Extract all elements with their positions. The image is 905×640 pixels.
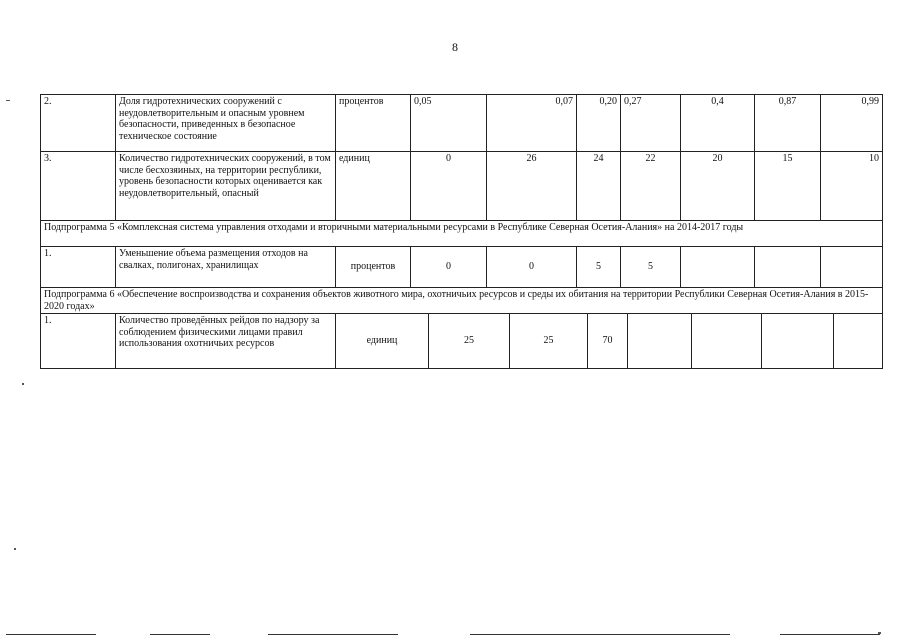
- value-cell: 24: [577, 152, 621, 220]
- value-cell: 5: [577, 247, 621, 287]
- unit-cell: процентов: [336, 95, 411, 151]
- value-cell: 5: [621, 247, 681, 287]
- value-cell: [834, 314, 882, 368]
- table-row: [40, 152, 883, 221]
- table-row: [40, 247, 883, 288]
- subprogram-6-header: Подпрограмма 6 «Обеспечение воспроизводства и сохранения объектов животного мира, охотничьих ресурсов и среды их обитания на территории Республики Северная Осетия-Алания в 2015-2020 годах»: [40, 288, 883, 314]
- value-cell: [821, 247, 882, 287]
- scan-edge-line: [6, 634, 96, 635]
- value-cell: 20: [681, 152, 755, 220]
- scan-speck: [6, 100, 10, 101]
- value-cell: 0: [411, 152, 487, 220]
- row-number: 1.: [41, 314, 116, 368]
- table-row: [40, 94, 883, 152]
- table-row: [40, 314, 883, 369]
- value-cell: 70: [588, 314, 628, 368]
- scan-speck: [14, 548, 16, 550]
- scan-edge-line: [268, 634, 398, 635]
- value-cell: 22: [621, 152, 681, 220]
- value-cell: [628, 314, 692, 368]
- indicator-name: Количество гидротехнических сооружений, в том числе бесхозяиных, на территории республики, уровень безопасности которых оценивается как неудовлетворительный, опасный: [116, 152, 336, 220]
- unit-cell: единиц: [336, 314, 429, 368]
- subprogram-5-header: Подпрограмма 5 «Комплексная система управления отходами и вторичными материальными ресурсами в Республике Северная Осетия-Алания» на 2014-2017 годы: [40, 221, 883, 247]
- value-cell: 0,05: [411, 95, 487, 151]
- unit-cell: единиц: [336, 152, 411, 220]
- page-number: 8: [452, 40, 458, 54]
- value-cell: 25: [429, 314, 510, 368]
- value-cell: [692, 314, 762, 368]
- indicators-table: [40, 94, 883, 369]
- value-cell: 10: [869, 153, 879, 164]
- indicator-name: Уменьшение объема размещения отходов на свалках, полигонах, хранилищах: [116, 247, 336, 287]
- value-cell: 0,20: [577, 95, 621, 151]
- row-number: 3.: [41, 152, 116, 220]
- indicator-name: Доля гидротехнических сооружений с неудовлетворительным и опасным уровнем безопасности, приведенных в безопасное техническое состояние: [116, 95, 336, 151]
- value-cell: 0,4: [681, 95, 755, 151]
- value-cell: 25: [510, 314, 588, 368]
- value-cell: [681, 247, 755, 287]
- value-cell: 0,87: [755, 95, 821, 151]
- row-number: 2.: [41, 95, 116, 151]
- value-cell: 0,07: [487, 95, 577, 151]
- value-cell: 0: [411, 247, 487, 287]
- scan-edge-line: [470, 634, 730, 635]
- value-cell: 0: [487, 247, 577, 287]
- row-number: 1.: [41, 247, 116, 287]
- indicator-name: Количество проведённых рейдов по надзору за соблюдением физическими лицами правил использования охотничьих ресурсов: [116, 314, 336, 368]
- scan-speck: [22, 383, 24, 385]
- scan-edge-line: [150, 634, 210, 635]
- value-cell: 0,27: [621, 95, 681, 151]
- value-cell: 26: [487, 152, 577, 220]
- value-cell: [755, 247, 821, 287]
- value-cell: 15: [755, 152, 821, 220]
- value-cell: [762, 314, 834, 368]
- scan-edge-line: [780, 634, 880, 635]
- value-cell: 0,99: [861, 96, 879, 107]
- unit-cell: процентов: [336, 247, 411, 287]
